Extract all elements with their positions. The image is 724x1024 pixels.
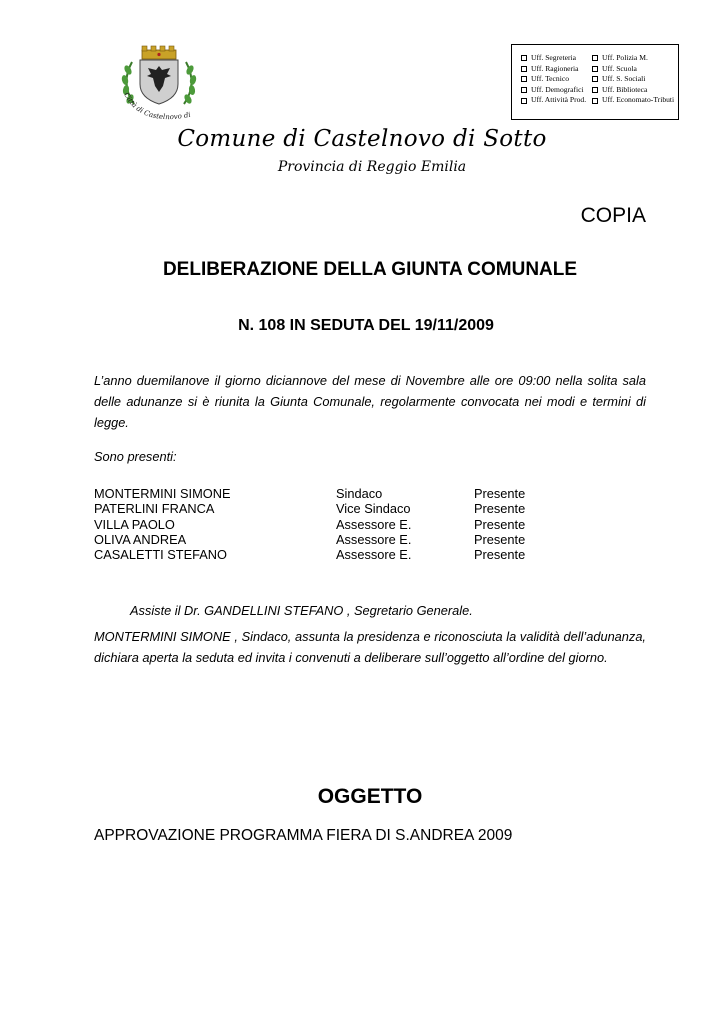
checkbox-icon	[592, 66, 598, 72]
attendee-role: Sindaco	[336, 486, 383, 501]
attendee-status: Presente	[474, 547, 526, 563]
attendee-name: CASALETTI STEFANO	[94, 547, 227, 563]
secretary-line: Assiste il Dr. GANDELLINI STEFANO , Segretario Generale.	[130, 603, 473, 618]
checkbox-icon	[592, 76, 598, 82]
office-column-1	[521, 53, 586, 106]
attendees-label: Sono presenti:	[94, 449, 177, 464]
document-title: DELIBERAZIONE DELLA GIUNTA COMUNALE	[162, 259, 578, 280]
office-item: Uff. Attività Prod.	[521, 95, 586, 106]
checkbox-icon	[521, 55, 527, 61]
attendee-status: Presente	[474, 501, 526, 517]
office-item: Uff. Polizia M.	[592, 53, 674, 64]
checkbox-icon	[521, 66, 527, 72]
crest-icon	[112, 42, 202, 132]
checkbox-icon	[592, 98, 598, 104]
office-item: Uff. Scuola	[592, 64, 674, 75]
attendee-status: Presente	[474, 516, 526, 532]
attendee-status: Presente	[474, 486, 526, 501]
office-item: Uff. Demografici	[521, 85, 586, 96]
checkbox-icon	[521, 87, 527, 93]
attendee-row	[94, 532, 614, 547]
copy-label: COPIA	[580, 204, 646, 227]
attendee-name: OLIVA ANDREA	[94, 531, 187, 547]
office-item: Uff. Ragioneria	[521, 64, 586, 75]
attendees-table	[94, 486, 614, 562]
municipal-crest	[112, 42, 202, 132]
attendee-name: MONTERMINI SIMONE	[94, 486, 231, 501]
intro-paragraph: L’anno duemilanove il giorno diciannove del mese di Novembre alle ore 09:00 nella solita sala delle adunanze si è riunita la Giunta Comunale, regolarmente convocata nei modi e termini di legge.	[94, 373, 646, 430]
attendee-row	[94, 486, 614, 501]
subject-heading: OGGETTO	[317, 785, 423, 808]
checkbox-icon	[592, 87, 598, 93]
provincia-subtitle: Provincia di Reggio Emilia	[277, 159, 467, 175]
attendee-role: Assessore E.	[336, 531, 412, 547]
crest-motto: Città di Castelnovo di	[122, 91, 192, 122]
subject-text: APPROVAZIONE PROGRAMMA FIERA DI S.ANDREA 2009	[94, 827, 513, 844]
office-column-2	[592, 53, 674, 106]
attendee-name: VILLA PAOLO	[94, 516, 175, 532]
office-checklist	[511, 44, 679, 120]
attendee-row	[94, 501, 614, 516]
session-number: N. 108 IN SEDUTA DEL 19/11/2009	[238, 317, 494, 334]
office-item: Uff. S. Sociali	[592, 74, 674, 85]
office-item: Uff. Segreteria	[521, 53, 586, 64]
attendee-role: Assessore E.	[336, 547, 412, 563]
checkbox-icon	[521, 98, 527, 104]
attendee-row	[94, 547, 614, 562]
presidency-paragraph: MONTERMINI SIMONE , Sindaco, assunta la presidenza e riconosciuta la validità dell’adunanza, dichiara aperta la seduta ed invita i convenuti a deliberare sull’oggetto all’ordine del giorno.	[94, 629, 646, 665]
attendee-role: Assessore E.	[336, 516, 412, 532]
attendee-name: PATERLINI FRANCA	[94, 501, 215, 517]
office-item: Uff. Biblioteca	[592, 85, 674, 96]
comune-title: Comune di Castelnovo di Sotto	[177, 126, 547, 152]
attendee-row	[94, 517, 614, 532]
office-item: Uff. Tecnico	[521, 74, 586, 85]
checkbox-icon	[521, 76, 527, 82]
attendee-role: Vice Sindaco	[336, 501, 411, 517]
office-item: Uff. Economato-Tributi	[592, 95, 674, 106]
attendee-status: Presente	[474, 531, 526, 547]
checkbox-icon	[592, 55, 598, 61]
